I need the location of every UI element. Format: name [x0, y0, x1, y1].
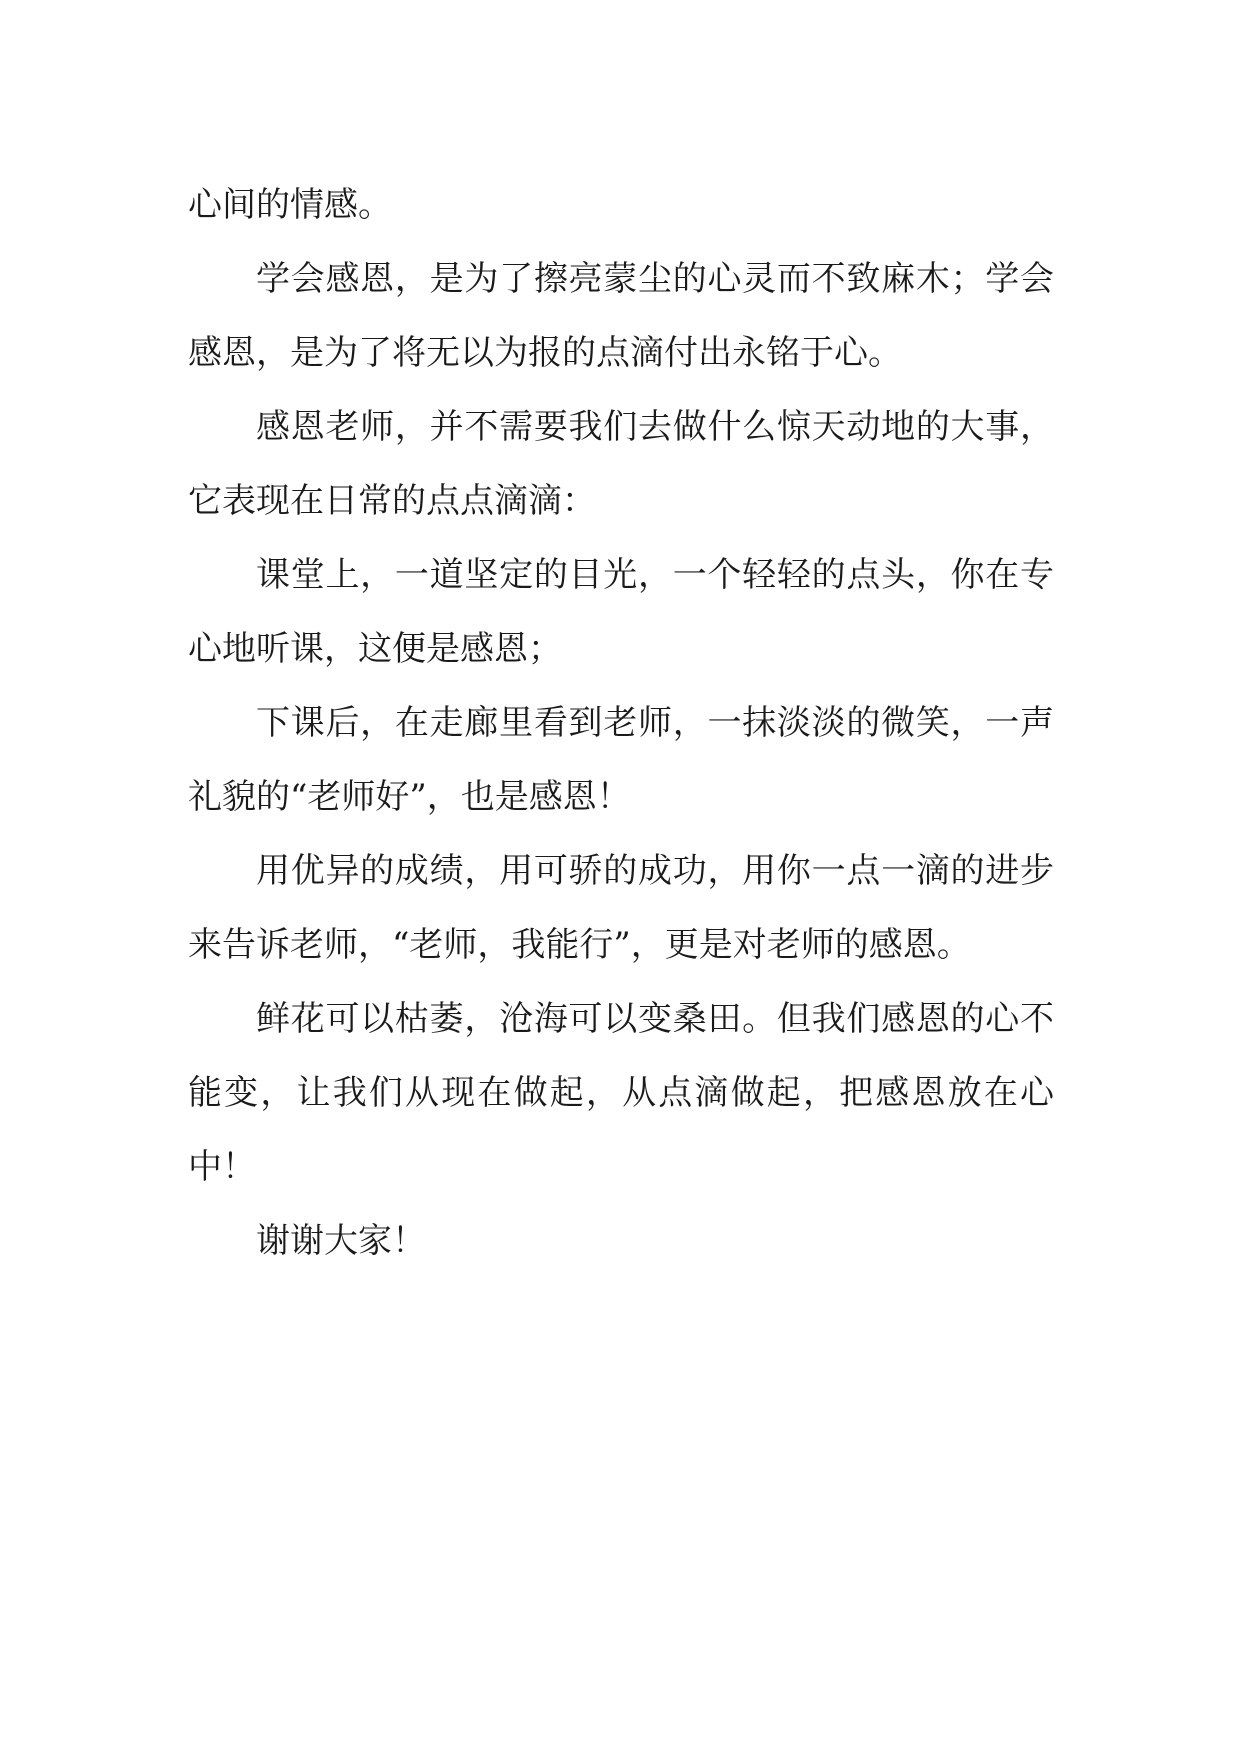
document-body — [188, 168, 1054, 1278]
paragraph-6: 用优异的成绩，用可骄的成功，用你一点一滴的进步来告诉老师，“老师，我能行”，更是对老师的感恩。 — [188, 851, 1054, 965]
paragraph-7: 鲜花可以枯萎，沧海可以变桑田。但我们感恩的心不能变，让我们从现在做起，从点滴做起，把感恩放在心中！ — [188, 999, 1054, 1187]
paragraph-8: 谢谢大家！ — [256, 1221, 426, 1261]
paragraph-1: 心间的情感。 — [188, 185, 392, 225]
paragraph-4: 课堂上，一道坚定的目光，一个轻轻的点头，你在专心地听课，这便是感恩； — [188, 555, 1054, 669]
paragraph-3: 感恩老师，并不需要我们去做什么惊天动地的大事，它表现在日常的点点滴滴： — [188, 407, 1054, 521]
paragraph-5: 下课后，在走廊里看到老师，一抹淡淡的微笑，一声礼貌的“老师好”，也是感恩！ — [188, 703, 1054, 817]
paragraph-2: 学会感恩，是为了擦亮蒙尘的心灵而不致麻木；学会感恩，是为了将无以为报的点滴付出永铭于心。 — [188, 259, 1054, 373]
